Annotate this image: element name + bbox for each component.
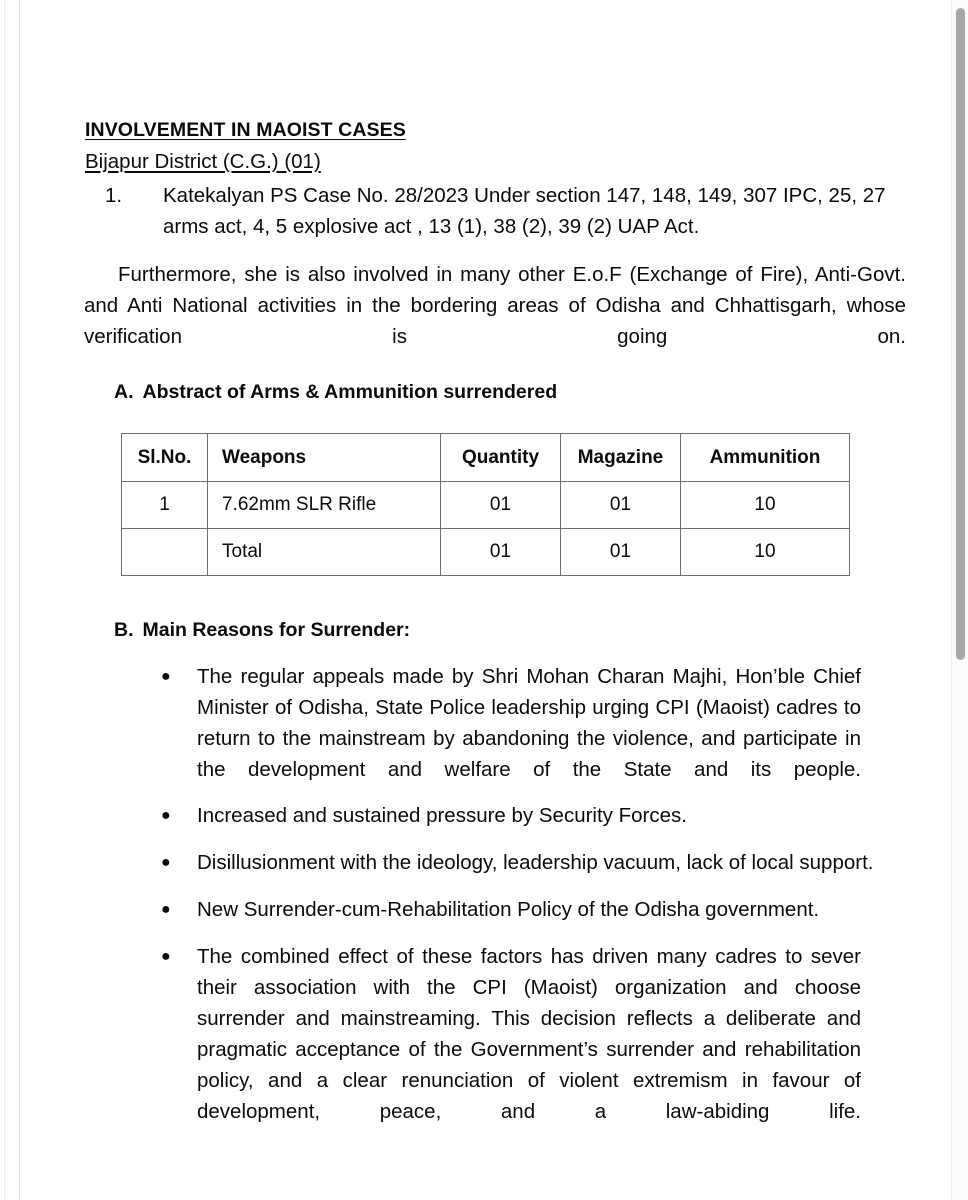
list-item-text: The regular appeals made by Shri Mohan Charan Majhi, Hon’ble Chief Minister of Odisha, State Police leadership urging CPI (Maoist) cadres to return to the mainstream by abandoning the violence, and participate in the development and welfare of the State and its people. xyxy=(197,665,861,781)
table-cell-weapons: 7.62mm SLR Rifle xyxy=(208,482,441,529)
bullet-marker-icon: ● xyxy=(161,854,171,871)
table-cell-total-label: Total xyxy=(208,529,441,576)
page-title: INVOLVEMENT IN MAOIST CASES xyxy=(85,119,406,141)
table-cell-ammunition: 10 xyxy=(681,482,850,529)
district-subheading: Bijapur District (C.G.) (01) xyxy=(85,150,321,173)
section-a-letter: A. xyxy=(114,381,134,403)
table-row xyxy=(122,482,850,529)
table-cell-magazine: 01 xyxy=(561,482,681,529)
arms-ammunition-table xyxy=(121,433,850,576)
table-header-magazine: Magazine xyxy=(561,434,681,482)
table-cell-total-quantity: 01 xyxy=(441,529,561,576)
table-header-ammunition: Ammunition xyxy=(681,434,850,482)
table-header-quantity: Quantity xyxy=(441,434,561,482)
bullet-marker-icon: ● xyxy=(161,807,171,824)
bullet-marker-icon: ● xyxy=(161,668,171,685)
scrollbar-thumb[interactable] xyxy=(956,8,965,660)
table-header-row xyxy=(122,434,850,482)
table-cell-quantity: 01 xyxy=(441,482,561,529)
table-header-sl-no: Sl.No. xyxy=(122,434,208,482)
list-item-text: New Surrender-cum-Rehabilitation Policy of the Odisha government. xyxy=(197,898,820,921)
bullet-marker-icon: ● xyxy=(161,901,171,918)
section-a-heading xyxy=(114,381,557,404)
list-item-text: The combined effect of these factors has driven many cadres to sever their association with the CPI (Maoist) organization and choose surrender and mainstreaming. This decision reflects a deliberate and pragmatic acceptance of the Government’s surrender and rehabilitation policy, and a clear renunciation of violent extremism in favour of development, peace, and a law-abiding life. xyxy=(197,945,861,1123)
list-item xyxy=(161,661,861,816)
section-a-title: Abstract of Arms & Ammunition surrendered xyxy=(142,381,558,403)
list-item-text: Disillusionment with the ideology, leadership vacuum, lack of local support. xyxy=(197,851,874,874)
case-list-item xyxy=(85,180,900,242)
table-cell-total-ammunition: 10 xyxy=(681,529,850,576)
table-cell-sl-no xyxy=(122,529,208,576)
table-cell-sl-no: 1 xyxy=(122,482,208,529)
list-item xyxy=(161,800,861,831)
case-list-text: Katekalyan PS Case No. 28/2023 Under section 147, 148, 149, 307 IPC, 25, 27 arms act, 4, 5 explosive act , 13 (1), 38 (2), 39 (2) UAP Act. xyxy=(163,184,886,238)
arms-table-container xyxy=(121,433,849,576)
section-b-title: Main Reasons for Surrender: xyxy=(142,619,411,641)
section-b-heading xyxy=(114,619,410,642)
case-list-number: 1. xyxy=(105,184,123,207)
section-b-letter: B. xyxy=(114,619,134,641)
list-item-text: Increased and sustained pressure by Security Forces. xyxy=(197,804,687,827)
bullet-marker-icon: ● xyxy=(161,948,171,965)
list-item xyxy=(161,941,861,1158)
table-row-total xyxy=(122,529,850,576)
table-cell-total-magazine: 01 xyxy=(561,529,681,576)
body-paragraph: Furthermore, she is also involved in many other E.o.F (Exchange of Fire), Anti-Govt. and Anti National activities in the bordering areas of Odisha and Chhattisgarh, whose verification is going on. xyxy=(84,263,906,348)
list-item xyxy=(161,847,881,878)
table-header-weapons: Weapons xyxy=(208,434,441,482)
vertical-scrollbar[interactable] xyxy=(951,0,968,1200)
list-item xyxy=(161,894,881,925)
